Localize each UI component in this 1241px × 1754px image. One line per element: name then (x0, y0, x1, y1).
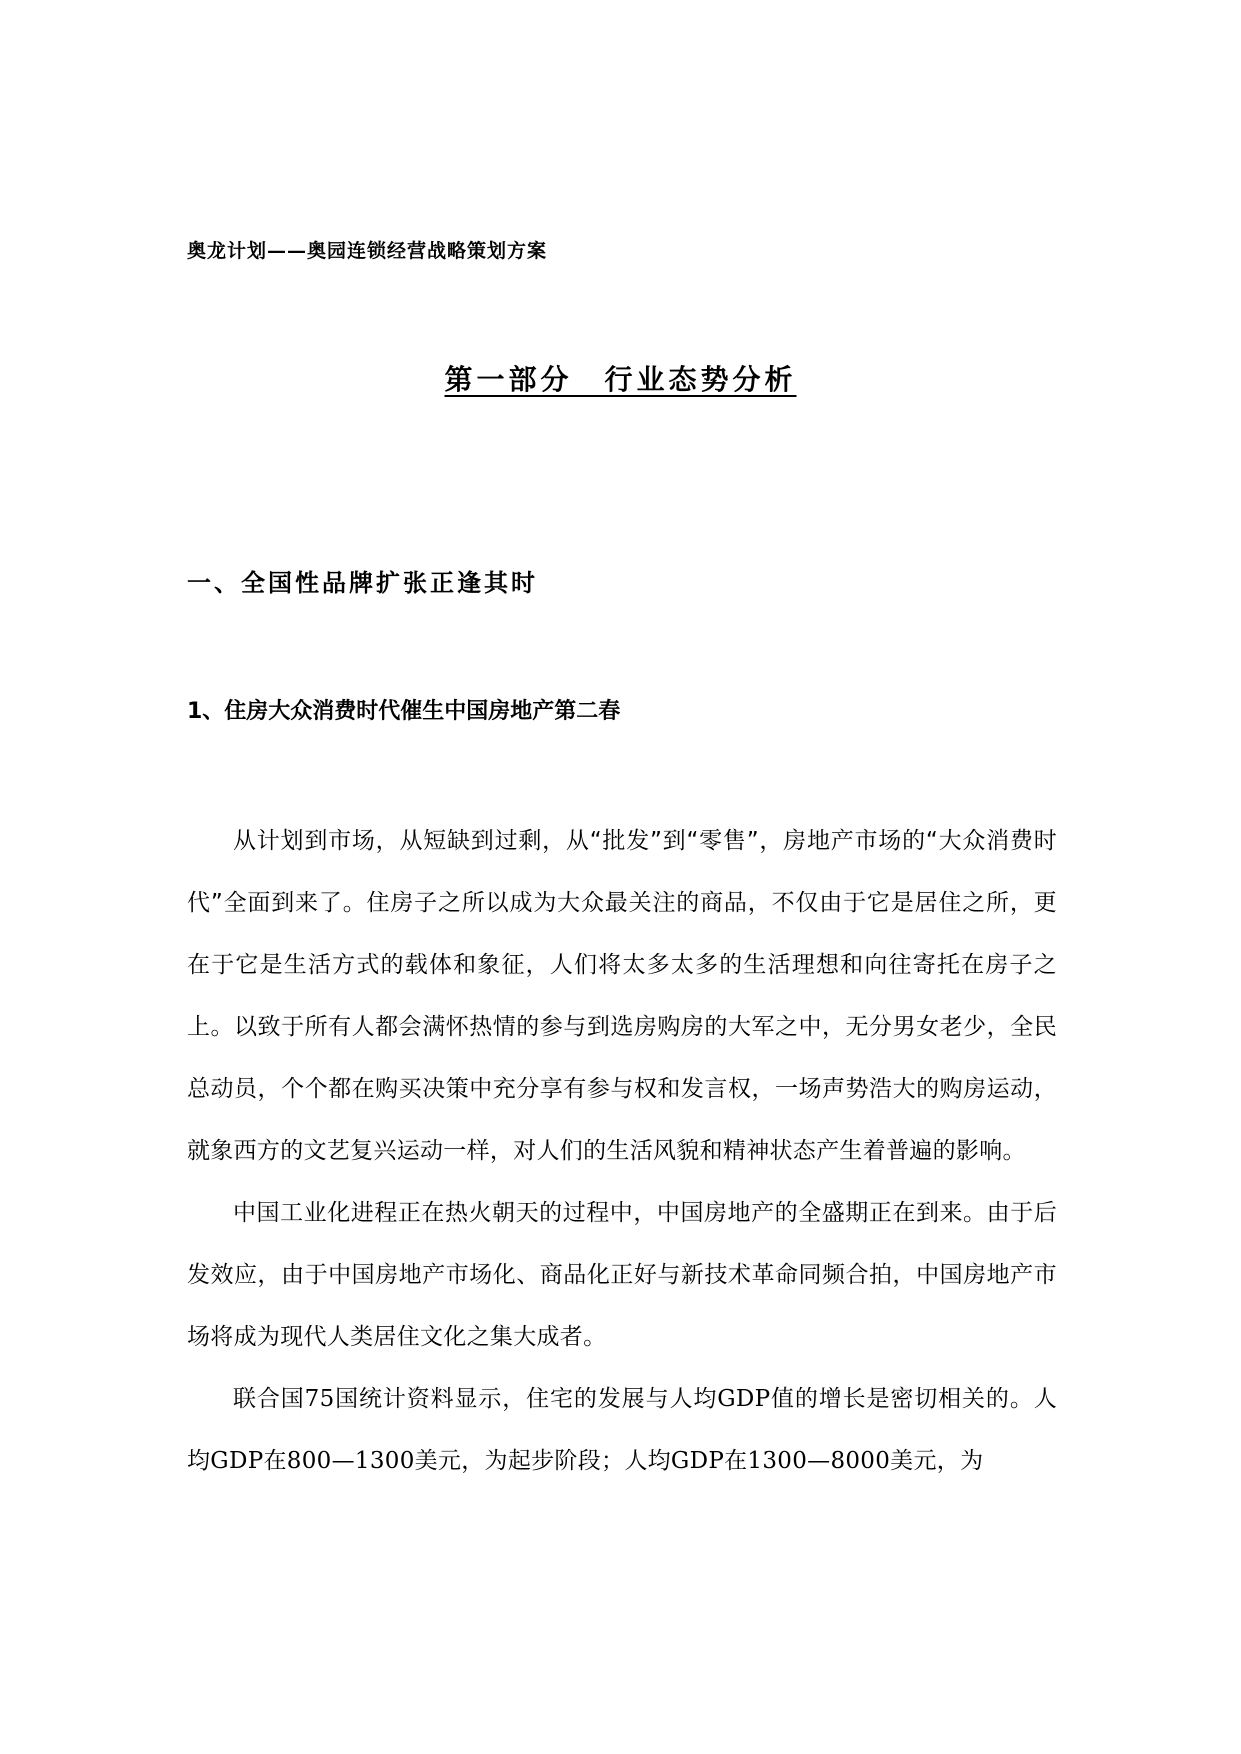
paragraph-1-emphasis: 从计划到市场，从短缺到过剩，从“批发”到“零售”，房地产市场的“大众消费时代”全面到来了。 (187, 828, 1057, 916)
paragraph-2-text: 中国工业化进程正在热火朝天的过程中，中国房地产的全盛期正在到来。由于后发效应，由于中国房地产市场化、商品化正好与新技术革命同频合拍， (187, 1200, 1057, 1288)
document-header: 奥龙计划——奥园连锁经营战略策划方案 (187, 240, 548, 262)
paragraph-3 (187, 1368, 1057, 1492)
paragraph-1 (187, 810, 1057, 1182)
paragraph-1-text: 住房子之所以成为大众最关注的商品，不仅由于它是居住之所，更在于它是生活方式的载体和象征，人们将太多太多的生活理想和向往寄托在房子之上。以致于所有人都会满怀热情的参与到选房购房的大军之中，无分男女老少，全民总动员，个个都在购买决策中充分享有参与权和发言权，一场声势浩大的购房运动，就象西方的文艺复兴运动一样，对人们的生活风貌和精神状态产生着普遍的影响。 (187, 890, 1057, 1164)
part-title (0, 358, 1241, 398)
section-heading: 一、全国性品牌扩张正逢其时 (187, 568, 538, 597)
paragraph-2 (187, 1182, 1057, 1368)
paragraph-3-text: 联合国75国统计资料显示，住宅的发展与人均GDP值的增长是密切相关的。人均GDP在800—1300美元，为起步阶段；人均GDP在1300—8000美元，为 (187, 1386, 1057, 1474)
subsection-heading: 1、住房大众消费时代催生中国房地产第二春 (187, 699, 621, 724)
body-text (187, 810, 1057, 1492)
paragraph-2-emphasis: 中国房地产市场将成为现代人类居住文化之集大成者。 (187, 1262, 1057, 1350)
part-title-text: 第一部分 行业态势分析 (444, 363, 797, 396)
